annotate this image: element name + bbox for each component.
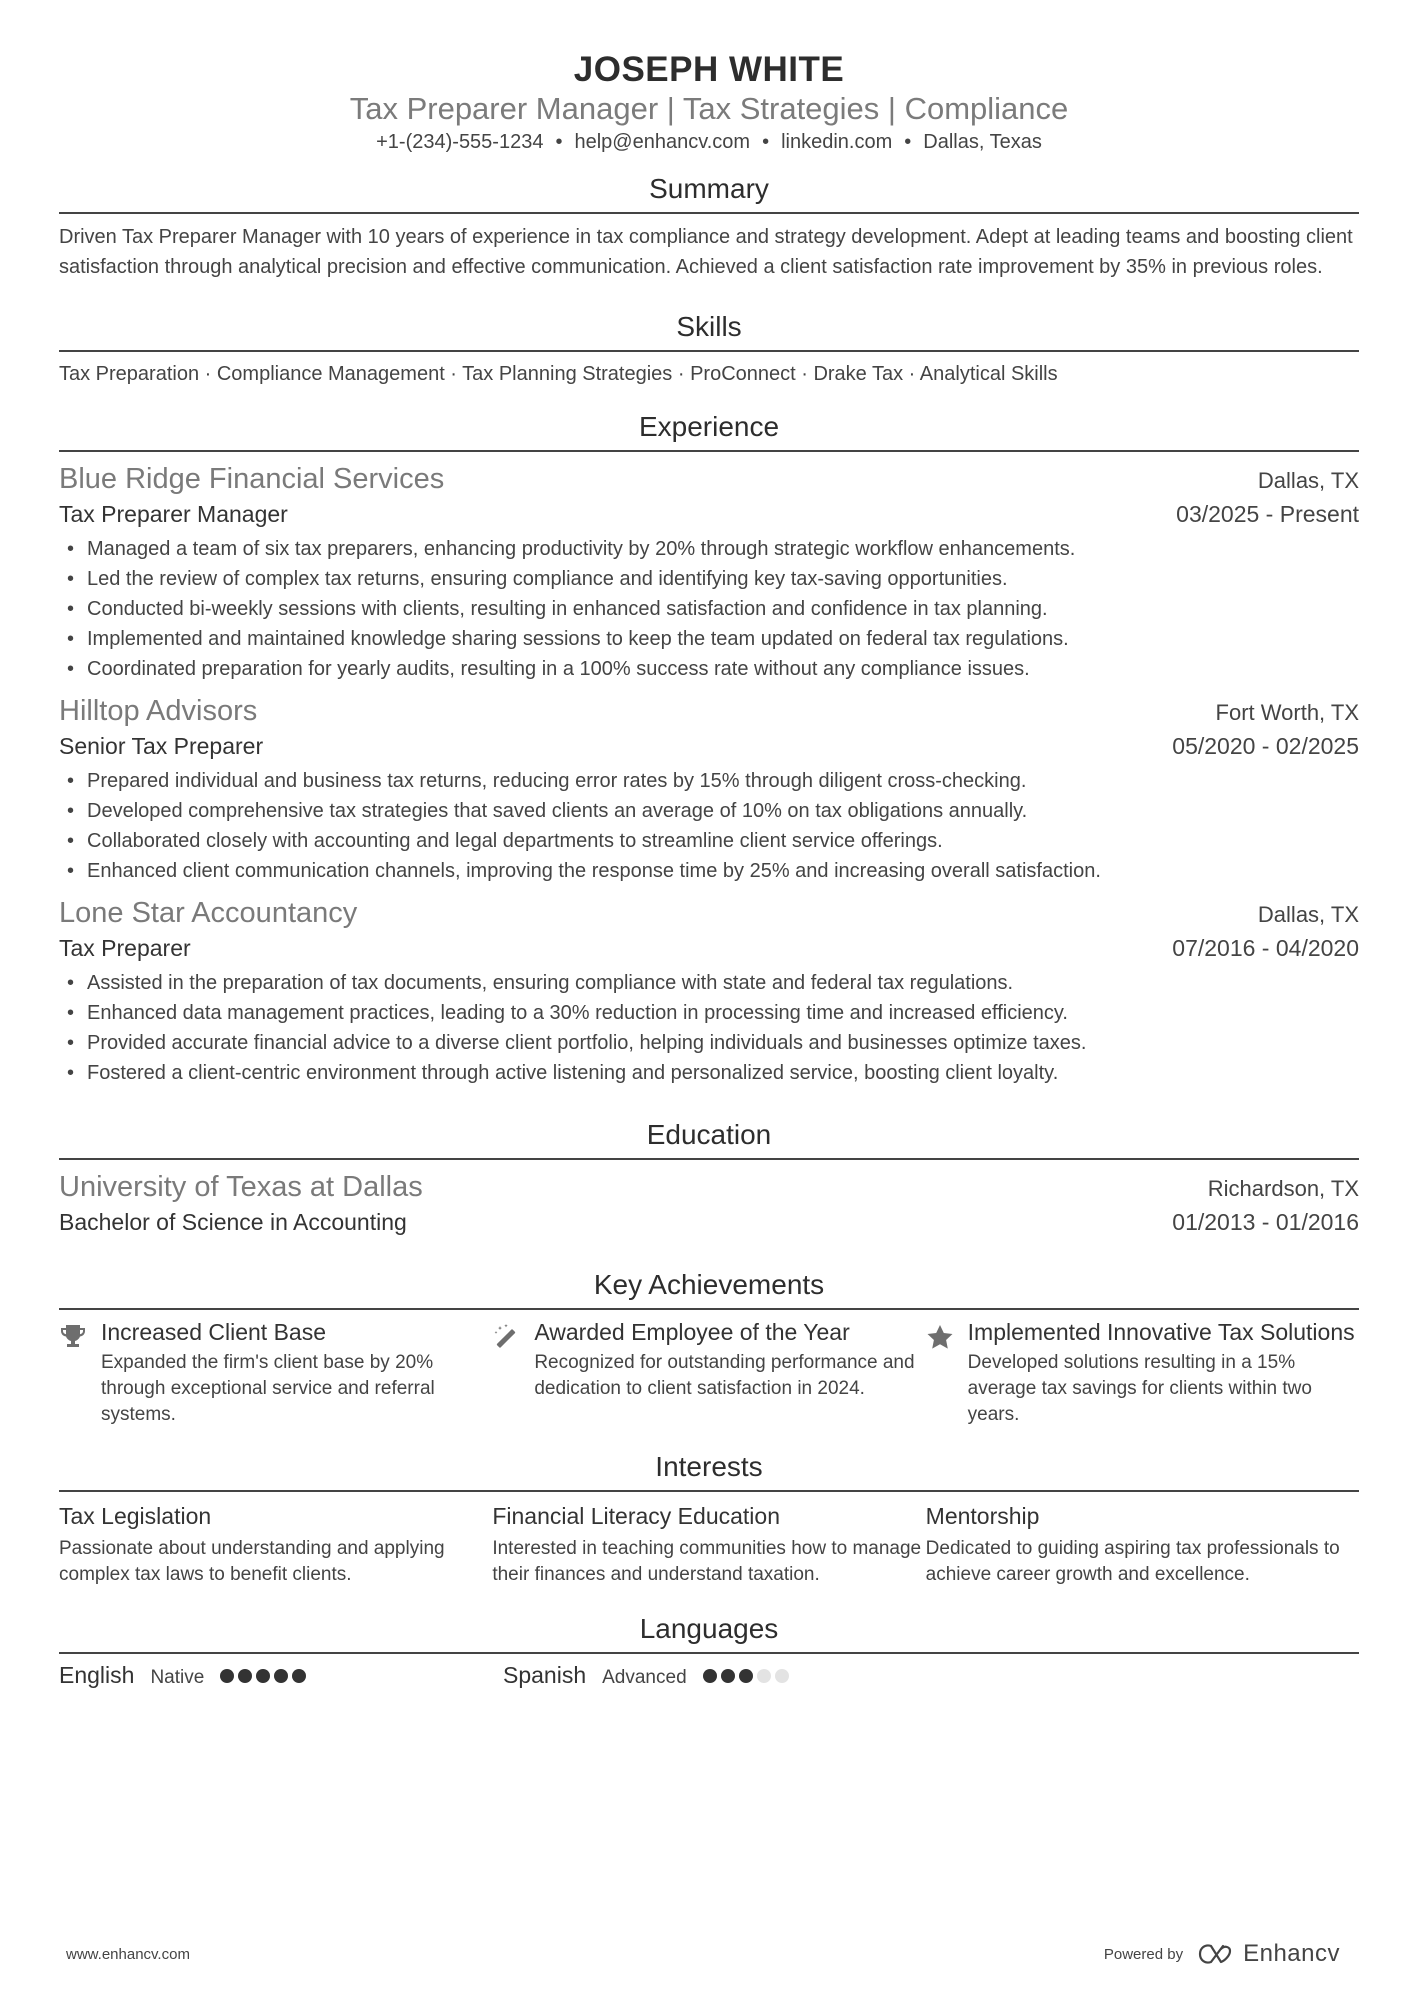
job-bullets — [59, 968, 1359, 1088]
experience-section — [59, 410, 1359, 1088]
bullet-item: • Conducted bi-weekly sessions with clients, resulting in enhanced satisfaction and confidence in tax planning. — [59, 594, 1359, 624]
achievement-item — [926, 1318, 1359, 1428]
section-title-languages: Languages — [59, 1612, 1359, 1654]
school-name: University of Texas at Dallas — [59, 1171, 423, 1203]
bullet-item: • Managed a team of six tax preparers, enhancing productivity by 20% through strategic workflow enhancements. — [59, 534, 1359, 564]
contact-line — [59, 128, 1359, 156]
interest-item — [59, 1500, 492, 1588]
section-title-experience: Experience — [59, 410, 1359, 452]
achievement-desc: Recognized for outstanding performance and dedication to client satisfaction in 2024. — [534, 1352, 915, 1399]
achievement-title: Awarded Employee of the Year — [534, 1319, 850, 1345]
bullet-item: • Coordinated preparation for yearly audits, resulting in a 100% success rate without any compliance issues. — [59, 654, 1359, 684]
location: Dallas, Texas — [923, 131, 1042, 153]
achievements-section — [59, 1268, 1359, 1428]
achievement-desc: Developed solutions resulting in a 15% average tax savings for clients within two years. — [967, 1352, 1312, 1425]
dot-filled — [721, 1669, 735, 1683]
bullet-item: • Assisted in the preparation of tax documents, ensuring compliance with state and federal tax regulations. — [59, 968, 1359, 998]
linkedin-link[interactable]: linkedin.com — [781, 131, 893, 153]
section-title-education: Education — [59, 1118, 1359, 1160]
dot-filled — [238, 1669, 252, 1683]
company-name: Lone Star Accountancy — [59, 897, 358, 929]
company-name: Blue Ridge Financial Services — [59, 463, 445, 495]
job-dates: 05/2020 - 02/2025 — [1172, 733, 1359, 759]
dot-empty — [775, 1669, 789, 1683]
job-role: Senior Tax Preparer — [59, 733, 264, 759]
page-footer — [66, 1940, 1340, 1968]
dot-filled — [739, 1669, 753, 1683]
interest-desc: Interested in teaching communities how to manage their finances and understand taxation. — [492, 1538, 922, 1585]
job-location: Dallas, TX — [1257, 902, 1359, 927]
bullet-item: • Developed comprehensive tax strategies that saved clients an average of 10% on tax obligations annually. — [59, 796, 1359, 826]
job-role: Tax Preparer — [59, 935, 191, 961]
job-location: Fort Worth, TX — [1215, 700, 1359, 725]
candidate-tagline: Tax Preparer Manager | Tax Strategies | Compliance — [349, 91, 1069, 126]
education-dates: 01/2013 - 01/2016 — [1172, 1209, 1359, 1235]
achievement-desc: Expanded the firm's client base by 20% through exceptional service and referral systems. — [101, 1352, 435, 1425]
achievement-title: Increased Client Base — [101, 1319, 327, 1345]
dot-filled — [256, 1669, 270, 1683]
job-bullets — [59, 534, 1359, 684]
dot-filled — [292, 1669, 306, 1683]
candidate-name: JOSEPH WHITE — [573, 50, 845, 89]
bullet-item: • Fostered a client-centric environment through active listening and personalized service, boosting client loyalty. — [59, 1058, 1359, 1088]
email-link[interactable]: help@enhancv.com — [574, 131, 751, 153]
language-name: English — [59, 1662, 135, 1688]
brand-name: Enhancv — [1243, 1940, 1340, 1967]
job-dates: 07/2016 - 04/2020 — [1172, 935, 1359, 961]
bullet-item: • Implemented and maintained knowledge sharing sessions to keep the team updated on federal tax regulations. — [59, 624, 1359, 654]
education-entry — [59, 1168, 1359, 1238]
language-name: Spanish — [503, 1662, 587, 1688]
language-level: Native — [150, 1667, 205, 1688]
bullet-item: • Led the review of complex tax returns, ensuring compliance and identifying key tax-saving opportunities. — [59, 564, 1359, 594]
languages-section — [59, 1612, 1359, 1689]
bullet-item: • Enhanced client communication channels, improving the response time by 25% and increasing overall satisfaction. — [59, 856, 1359, 886]
job-entry — [59, 692, 1359, 886]
job-dates: 03/2025 - Present — [1176, 501, 1359, 527]
enhancv-logo[interactable] — [1197, 1940, 1340, 1968]
skills-list: Tax Preparation · Compliance Management · Tax Planning Strategies · ProConnect · Drake Tax · Analytical Skills — [59, 363, 1058, 385]
powered-by — [1104, 1940, 1340, 1968]
footer-url-link[interactable]: www.enhancv.com — [66, 1945, 190, 1963]
achievement-item — [59, 1318, 492, 1428]
job-bullets — [59, 766, 1359, 886]
interest-item — [926, 1500, 1359, 1588]
section-title-summary: Summary — [59, 172, 1359, 214]
interest-desc: Dedicated to guiding aspiring tax professionals to achieve career growth and excellence. — [925, 1538, 1340, 1585]
language-item — [503, 1662, 947, 1689]
job-role: Tax Preparer Manager — [59, 501, 288, 527]
dot-filled — [220, 1669, 234, 1683]
section-title-achievements: Key Achievements — [59, 1268, 1359, 1310]
bullet-item: • Provided accurate financial advice to a diverse client portfolio, helping individuals and businesses optimize taxes. — [59, 1028, 1359, 1058]
interests-section — [59, 1450, 1359, 1588]
powered-by-label: Powered by — [1103, 1945, 1184, 1963]
magic-wand-icon — [492, 1318, 534, 1428]
separator-dot: • — [555, 131, 563, 153]
job-location: Dallas, TX — [1257, 468, 1359, 493]
school-location: Richardson, TX — [1207, 1176, 1359, 1201]
star-icon — [926, 1318, 968, 1428]
bullet-item: • Enhanced data management practices, leading to a 30% reduction in processing time and increased efficiency. — [59, 998, 1359, 1028]
enhancv-logo-icon — [1197, 1942, 1237, 1966]
interest-title: Financial Literacy Education — [492, 1503, 780, 1529]
job-entry — [59, 894, 1359, 1088]
degree: Bachelor of Science in Accounting — [59, 1209, 407, 1235]
language-item — [59, 1662, 503, 1689]
dot-filled — [703, 1669, 717, 1683]
interest-title: Tax Legislation — [59, 1503, 212, 1529]
section-title-skills: Skills — [59, 310, 1359, 352]
skills-section — [59, 310, 1359, 388]
separator-dot: • — [904, 131, 912, 153]
interest-item — [492, 1500, 925, 1588]
resume-page — [59, 0, 1359, 1689]
language-level: Advanced — [602, 1667, 687, 1688]
achievement-title: Implemented Innovative Tax Solutions — [967, 1319, 1355, 1345]
resume-header — [59, 0, 1359, 156]
proficiency-dots — [220, 1669, 306, 1683]
job-entry — [59, 460, 1359, 684]
company-name: Hilltop Advisors — [59, 695, 258, 727]
dot-empty — [757, 1669, 771, 1683]
interest-desc: Passionate about understanding and applying complex tax laws to benefit clients. — [59, 1538, 445, 1585]
education-section — [59, 1118, 1359, 1238]
bullet-item: • Collaborated closely with accounting and legal departments to streamline client service offerings. — [59, 826, 1359, 856]
bullet-item: • Prepared individual and business tax returns, reducing error rates by 15% through diligent cross-checking. — [59, 766, 1359, 796]
summary-section — [59, 172, 1359, 282]
proficiency-dots — [703, 1669, 789, 1683]
phone: +1-(234)-555-1234 — [376, 131, 544, 153]
dot-filled — [274, 1669, 288, 1683]
interest-title: Mentorship — [925, 1503, 1040, 1529]
achievement-item — [492, 1318, 925, 1428]
summary-text: Driven Tax Preparer Manager with 10 years of experience in tax compliance and strategy development. Adept at leading teams and boosting client satisfaction through analytical precision and effective communication. Achieved a client satisfaction rate improvement by 35% in previous roles. — [59, 226, 1353, 278]
section-title-interests: Interests — [59, 1450, 1359, 1492]
trophy-icon — [59, 1318, 101, 1428]
separator-dot: • — [762, 131, 770, 153]
